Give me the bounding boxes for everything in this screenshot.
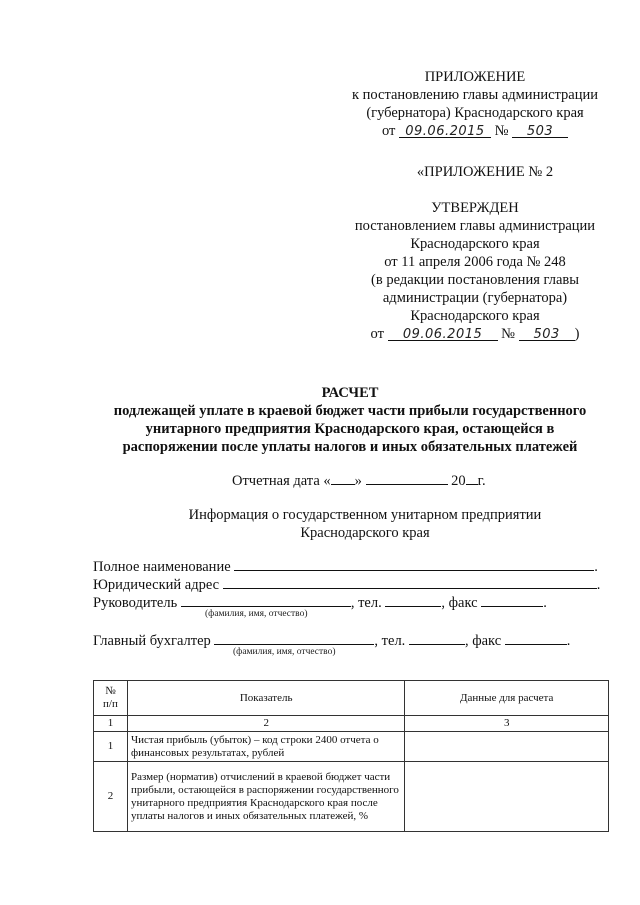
appendix-date-line: от 09.06.2015 № 503	[340, 122, 610, 140]
handwritten-date: 09.06.2015	[399, 123, 491, 138]
header-num: № п/п	[94, 681, 128, 716]
title-sub-3: распоряжении после уплаты налогов и иных обязательных платежей	[122, 439, 578, 455]
approved-line: (в редакции постановления главы	[371, 272, 579, 288]
full-name-label: Полное наименование	[93, 559, 231, 575]
handwritten-number: 503	[512, 123, 568, 138]
approved-line: постановлением главы администрации	[354, 218, 596, 234]
table-header-row	[94, 681, 609, 716]
column-number: 3	[405, 716, 609, 732]
row-value-cell[interactable]	[405, 762, 609, 832]
table-row	[94, 762, 609, 832]
accountant-fax-field[interactable]	[505, 630, 567, 645]
full-name-field[interactable]	[234, 556, 594, 571]
title-sub-1: подлежащей уплате в краевой бюджет части прибыли государственного	[113, 403, 587, 419]
row-indicator: Размер (норматив) отчислений в краевой бюджет части прибыли, остающейся в распоряжении государственного унитарного предприятия Краснодарского края после уплаты налогов и иных обязательных платежей, %	[127, 762, 404, 832]
address-row: Юридический адрес .	[93, 574, 613, 594]
handwritten-date: 09.06.2015	[388, 326, 498, 341]
report-date: Отчетная дата « » 20 г.	[232, 470, 532, 490]
director-row: Руководитель , тел. , факс .	[93, 592, 613, 612]
address-field[interactable]	[223, 574, 597, 589]
accountant-phone-field[interactable]	[409, 630, 465, 645]
row-indicator: Чистая прибыль (убыток) – код строки 2400 отчета о финансовых результатах, рублей	[127, 732, 404, 762]
table-row	[94, 732, 609, 762]
director-name-field[interactable]	[181, 592, 351, 607]
appendix-2-label: «ПРИЛОЖЕНИЕ № 2	[416, 164, 554, 180]
row-value-cell[interactable]	[405, 732, 609, 762]
director-fax-field[interactable]	[481, 592, 543, 607]
report-day-field[interactable]	[331, 470, 355, 485]
row-number: 1	[94, 732, 128, 762]
document-title	[80, 384, 620, 456]
report-month-field[interactable]	[366, 470, 448, 485]
appendix-line-2: к постановлению главы администрации	[351, 87, 599, 103]
director-caption: (фамилия, имя, отчество)	[205, 609, 308, 619]
calculation-table	[93, 680, 609, 832]
director-phone-field[interactable]	[385, 592, 441, 607]
approved-date-line: от 09.06.2015 № 503 )	[370, 326, 580, 342]
approved-line: Краснодарского края	[410, 236, 540, 252]
header-data: Данные для расчета	[405, 681, 609, 716]
full-name-row: Полное наименование .	[93, 556, 613, 576]
column-number-row	[94, 716, 609, 732]
appendix-header	[340, 68, 610, 140]
column-number: 2	[127, 716, 404, 732]
accountant-row: Главный бухгалтер , тел. , факс .	[93, 630, 613, 650]
approved-block	[335, 199, 615, 343]
report-year-field[interactable]	[466, 470, 478, 485]
accountant-caption: (фамилия, имя, отчество)	[233, 647, 336, 657]
director-label: Руководитель	[93, 595, 178, 611]
title-sub-2: унитарного предприятия Краснодарского края, остающейся в	[145, 421, 555, 437]
approved-line: от 11 апреля 2006 года № 248	[384, 254, 566, 270]
address-label: Юридический адрес	[93, 577, 220, 593]
column-number: 1	[94, 716, 128, 732]
accountant-name-field[interactable]	[214, 630, 374, 645]
approved-line: администрации (губернатора)	[382, 290, 568, 306]
appendix-line-3: (губернатора) Краснодарского края	[366, 105, 584, 121]
enterprise-info-heading: Информация о государственном унитарном предприятии Краснодарского края	[188, 507, 542, 541]
header-indicator: Показатель	[127, 681, 404, 716]
accountant-label: Главный бухгалтер	[93, 633, 211, 649]
title-main: РАСЧЕТ	[321, 385, 379, 401]
approved-line: Краснодарского края	[410, 308, 540, 324]
appendix-title: ПРИЛОЖЕНИЕ	[424, 69, 526, 85]
approved-title: УТВЕРЖДЕН	[431, 200, 519, 216]
row-number: 2	[94, 762, 128, 832]
handwritten-number: 503	[519, 326, 575, 341]
